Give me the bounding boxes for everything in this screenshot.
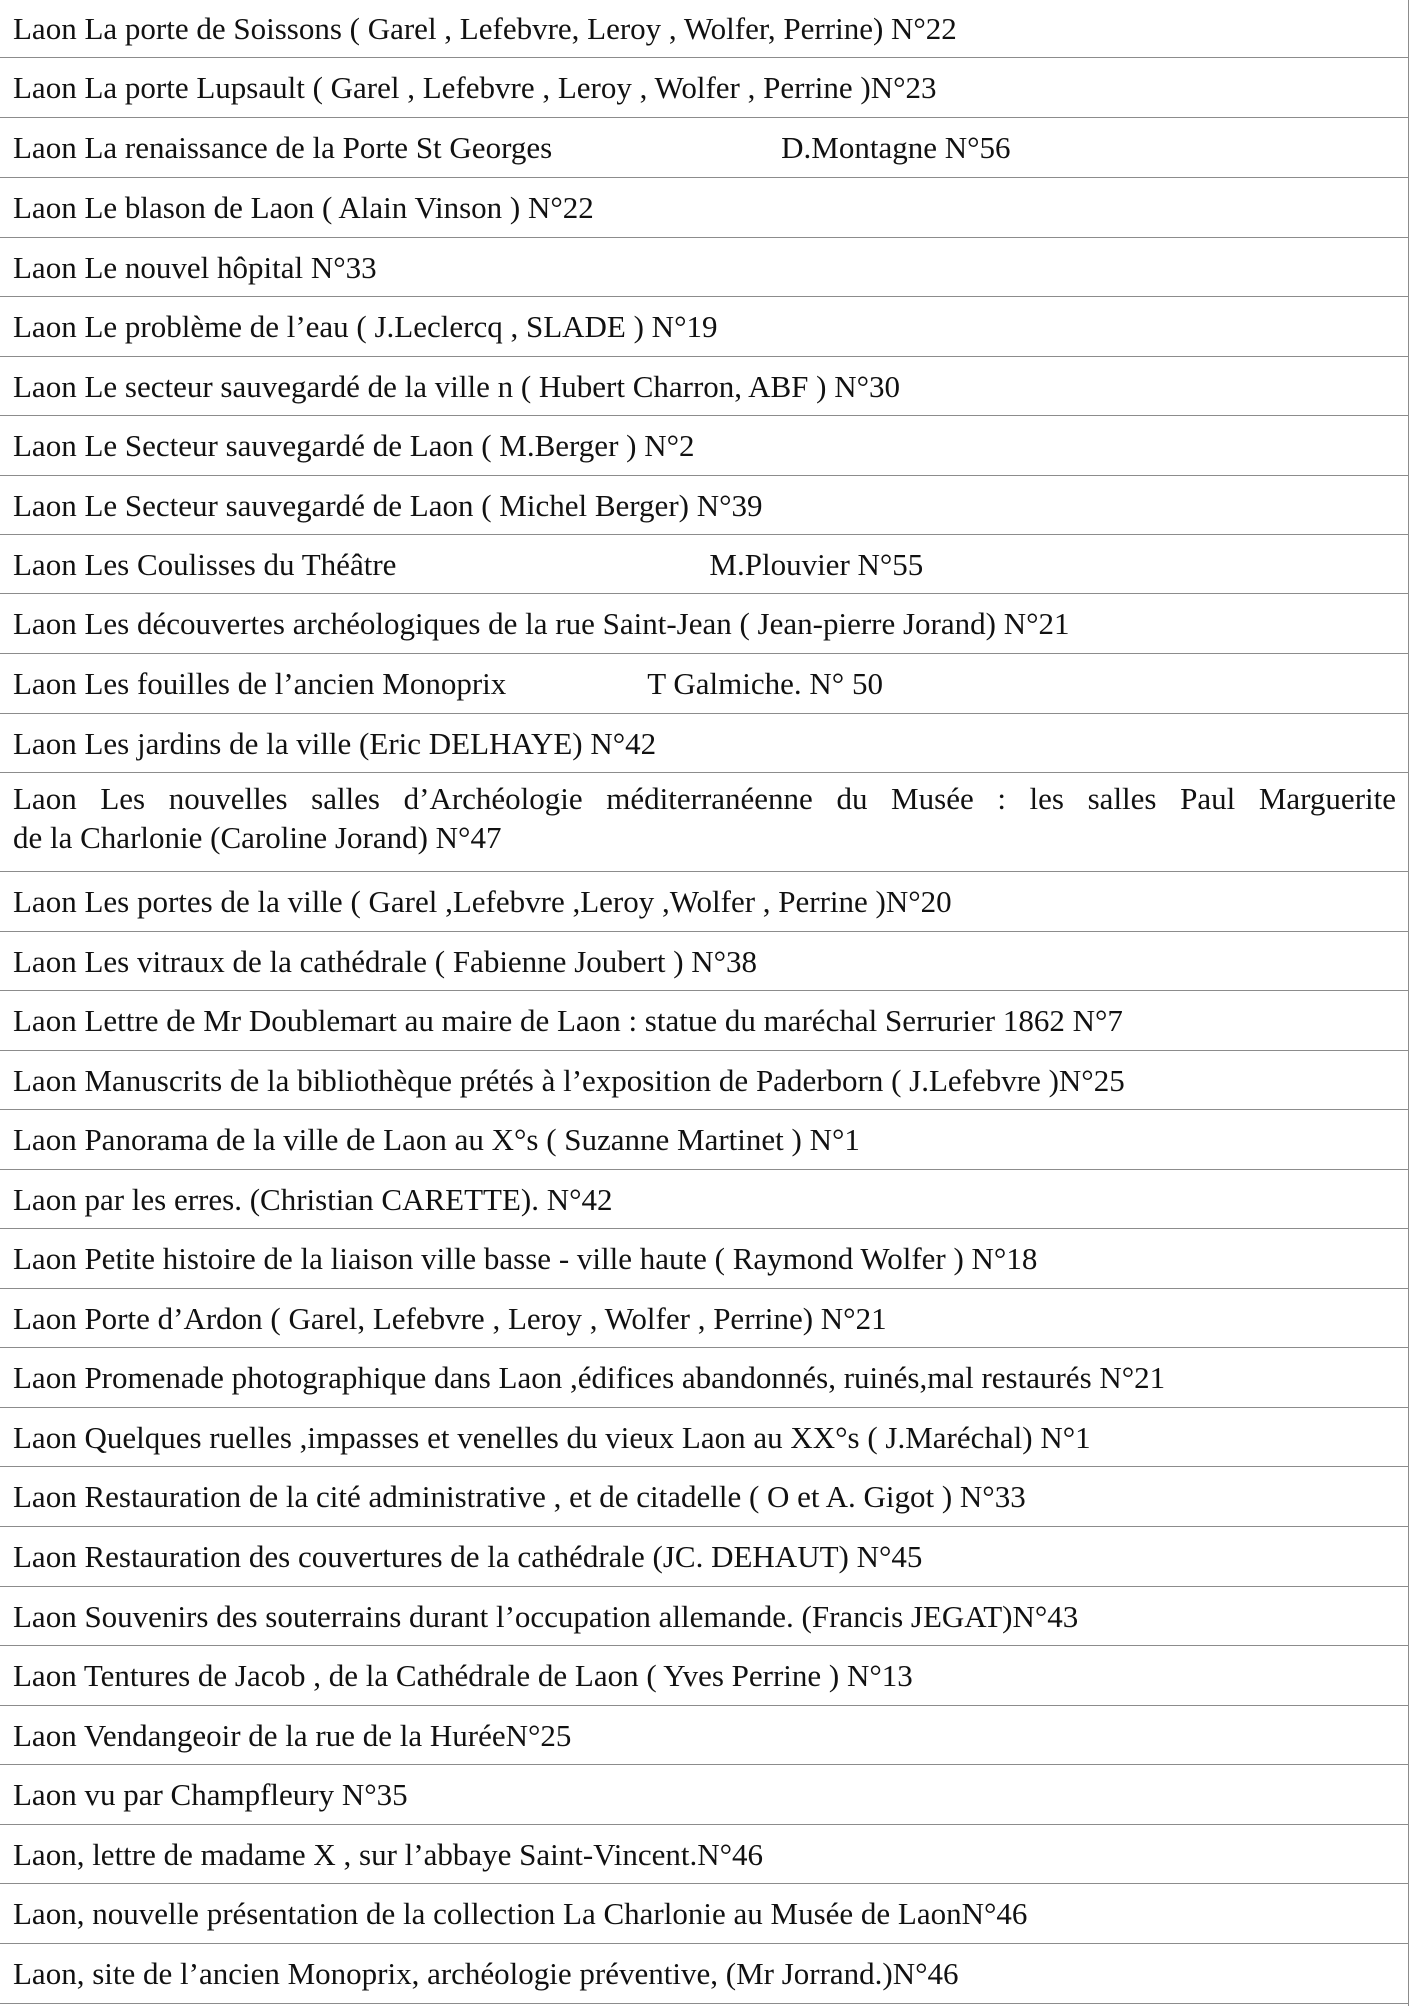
- entry-text: Laon Quelques ruelles ,impasses et venelles du vieux Laon au XX°s ( J.Maréchal) N°1: [13, 1419, 1091, 1455]
- entry-text: Laon Le nouvel hôpital N°33: [13, 249, 377, 285]
- table-row: [0, 1587, 1408, 1646]
- table-row: [0, 297, 1408, 357]
- entry-text: Laon Le Secteur sauvegardé de Laon ( Michel Berger) N°39: [13, 487, 763, 523]
- entry-text: Laon, lettre de madame X , sur l’abbaye Saint-Vincent.N°46: [13, 1836, 763, 1872]
- entry-text: Laon Les nouvelles salles d’Archéologie méditerranéenne du Musée : les salles Paul Marguerite: [13, 781, 1396, 816]
- table-row: [0, 535, 1408, 594]
- entry-suffix: D.Montagne N°56: [781, 130, 1011, 165]
- table-row: [0, 1289, 1408, 1348]
- entry-suffix: T Galmiche. N° 50: [647, 666, 883, 701]
- entry-text: Laon Les portes de la ville ( Garel ,Lefebvre ,Leroy ,Wolfer , Perrine )N°20: [13, 884, 952, 919]
- table-row: [0, 1706, 1408, 1765]
- entry-text: Laon Le Secteur sauvegardé de Laon ( M.Berger ) N°2: [13, 428, 695, 463]
- entry-text: Laon Les découvertes archéologiques de la rue Saint-Jean ( Jean-pierre Jorand) N°21: [13, 606, 1070, 641]
- table-row: [0, 1229, 1408, 1289]
- table-row: [0, 714, 1408, 773]
- entry-text: Laon par les erres. (Christian CARETTE). N°42: [13, 1181, 613, 1217]
- table-row: [0, 118, 1408, 178]
- table-row: [0, 1170, 1408, 1229]
- entry-text: Laon Souvenirs des souterrains durant l’occupation allemande. (Francis JEGAT)N°43: [13, 1598, 1079, 1634]
- entry-text: Laon Les Coulisses du Théâtre: [13, 546, 397, 582]
- entry-text: Laon Porte d’Ardon ( Garel, Lefebvre , Leroy , Wolfer , Perrine) N°21: [13, 1300, 887, 1336]
- table-row: [0, 1825, 1408, 1884]
- entry-text: Laon Le blason de Laon ( Alain Vinson ) N°22: [13, 190, 594, 225]
- table-row: [0, 1467, 1408, 1527]
- entry-text: Laon La porte de Soissons ( Garel , Lefebvre, Leroy , Wolfer, Perrine) N°22: [13, 11, 957, 46]
- entry-text: Laon Tentures de Jacob , de la Cathédrale de Laon ( Yves Perrine ) N°13: [13, 1658, 913, 1693]
- entry-text: Laon Les vitraux de la cathédrale ( Fabienne Joubert ) N°38: [13, 943, 758, 979]
- entry-text: Laon vu par Champfleury N°35: [13, 1777, 408, 1812]
- table-row: [0, 1051, 1408, 1110]
- table-row: [0, 416, 1408, 476]
- entry-text: Laon Promenade photographique dans Laon ,édifices abandonnés, ruinés,mal restaurés N°21: [13, 1360, 1166, 1395]
- table-row: [0, 872, 1408, 932]
- table-row: [0, 1944, 1408, 2004]
- table-row: [0, 991, 1408, 1051]
- entry-text: Laon La porte Lupsault ( Garel , Lefebvre , Leroy , Wolfer , Perrine )N°23: [13, 70, 937, 105]
- table-row: [0, 476, 1408, 535]
- table-row: [0, 58, 1408, 118]
- entry-text: Laon Le problème de l’eau ( J.Leclercq , SLADE ) N°19: [13, 309, 718, 344]
- table-row: [0, 1110, 1408, 1170]
- entry-text: Laon Petite histoire de la liaison ville basse - ville haute ( Raymond Wolfer ) N°18: [13, 1241, 1038, 1276]
- entry-text: Laon Vendangeoir de la rue de la HuréeN°25: [13, 1717, 572, 1753]
- table-row: [0, 1765, 1408, 1825]
- entry-text: Laon Les jardins de la ville (Eric DELHAYE) N°42: [13, 725, 657, 761]
- table-row: [0, 1348, 1408, 1408]
- table-row: [0, 178, 1408, 238]
- table-row: [0, 1408, 1408, 1467]
- table-row: [0, 1884, 1408, 1944]
- entry-text: Laon Restauration de la cité administrative , et de citadelle ( O et A. Gigot ) N°33: [13, 1479, 1026, 1514]
- entry-text: Laon Le secteur sauvegardé de la ville n ( Hubert Charron, ABF ) N°30: [13, 368, 901, 404]
- entry-text: Laon La renaissance de la Porte St Georges: [13, 130, 553, 165]
- entry-text: Laon Les fouilles de l’ancien Monoprix: [13, 666, 507, 701]
- table-row: [0, 594, 1408, 654]
- table-row: [0, 357, 1408, 416]
- entry-text: Laon Panorama de la ville de Laon au X°s ( Suzanne Martinet ) N°1: [13, 1122, 860, 1157]
- table-row: [0, 654, 1408, 714]
- table-row: [0, 1646, 1408, 1706]
- entry-text: Laon Restauration des couvertures de la cathédrale (JC. DEHAUT) N°45: [13, 1539, 923, 1574]
- table-row: [0, 932, 1408, 991]
- entry-text: Laon, nouvelle présentation de la collection La Charlonie au Musée de LaonN°46: [13, 1896, 1028, 1931]
- table-row: [0, 0, 1408, 58]
- entry-text-line2: de la Charlonie (Caroline Jorand) N°47: [13, 820, 502, 855]
- entry-text: Laon, site de l’ancien Monoprix, archéologie préventive, (Mr Jorrand.)N°46: [13, 1956, 959, 1991]
- entry-suffix: M.Plouvier N°55: [709, 546, 924, 582]
- entry-text: Laon Lettre de Mr Doublemart au maire de Laon : statue du maréchal Serrurier 1862 N°7: [13, 1003, 1123, 1038]
- table-row: [0, 238, 1408, 297]
- table-row: [0, 773, 1408, 872]
- table-row: [0, 1527, 1408, 1587]
- entry-text: Laon Manuscrits de la bibliothèque prétés à l’exposition de Paderborn ( J.Lefebvre )N°25: [13, 1062, 1125, 1098]
